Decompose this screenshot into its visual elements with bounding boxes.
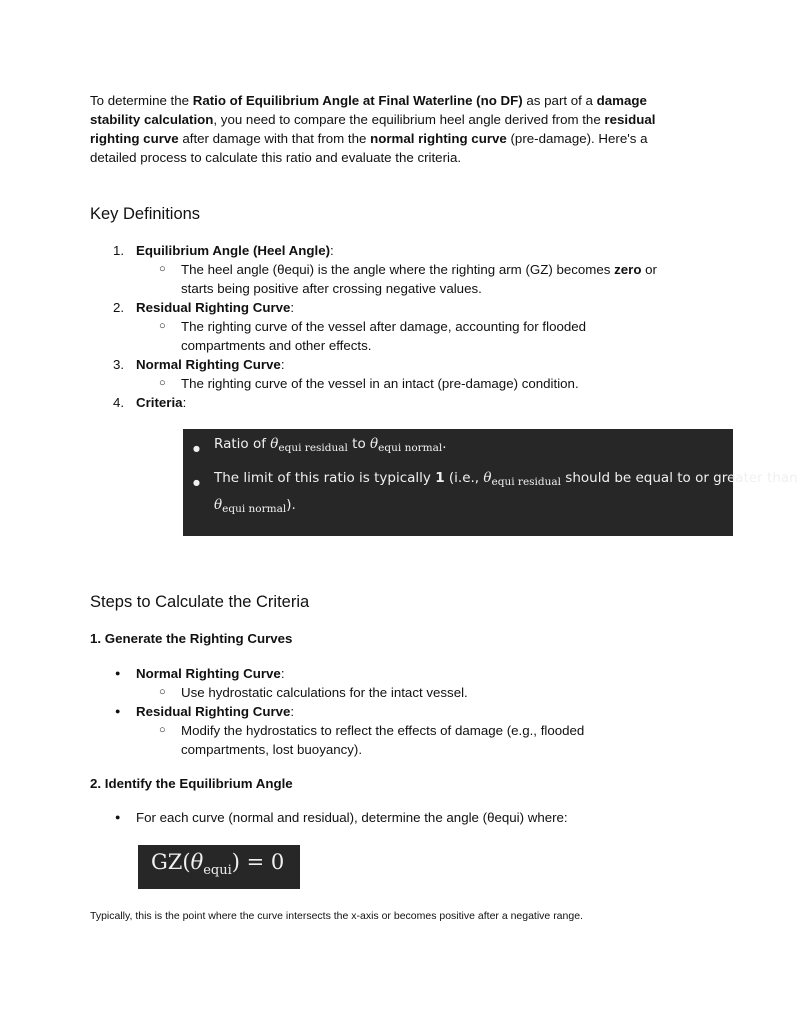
equilibrium-equation: $GZ(\theta_{equi}) = 0$ [151,850,285,878]
equation-note: Typically, this is the point where the curve intersects the x-axis or becomes positive after a negative range. [90,910,583,922]
equation-box [138,845,300,889]
definition-detail: ○ The heel angle (θequi) is the angle where the righting arm (GZ) becomes zero or starts being positive after crossing negative values. [181,260,691,298]
step2-item: ● For each curve (normal and residual), determine the angle (θequi) where: [136,808,736,827]
bullet-icon: ● [193,478,200,487]
step1-detail: ○ Use hydrostatic calculations for the intact vessel. [181,683,736,702]
definition-item: Residual Righting Curve: ○ The righting curve of the vessel after damage, accounting for flooded compartments and other effects. [136,298,736,355]
step2-heading: 2. Identify the Equilibrium Angle [90,776,293,791]
key-definitions-heading: Key Definitions [90,205,201,223]
step1-item: ● Normal Righting Curve: ○ Use hydrostatic calculations for the intact vessel. [136,664,736,702]
definition-detail: ○ The righting curve of the vessel after damage, accounting for flooded compartments and other effects. [181,317,621,355]
step1-heading: 1. Generate the Righting Curves [90,631,293,646]
step1-item: ● Residual Righting Curve: ○ Modify the hydrostatics to reflect the effects of damage (e.g., flooded compartments, lost buoyancy). [136,702,736,759]
definition-item: Normal Righting Curve: ○ The righting curve of the vessel in an intact (pre-damage) condition. [136,355,736,393]
definition-item: Equilibrium Angle (Heel Angle): ○ The heel angle (θequi) is the angle where the righting arm (GZ) becomes zero or starts being positive after crossing negative values. [136,241,736,298]
definition-item: Criteria: [136,395,187,410]
step1-list [90,664,736,759]
step2-list [90,808,736,827]
criteria-box [183,429,798,536]
definitions-list [90,241,736,412]
definition-detail: ○ The righting curve of the vessel in an intact (pre-damage) condition. [181,374,736,393]
intro-paragraph: To determine the Ratio of Equilibrium Angle at Final Waterline (no DF) as part of a damage stability calculation, you need to compare the equilibrium heel angle derived from the residual righting curve after damage with that from the normal righting curve (pre-damage). Here's a detailed process to calculate this ratio and evaluate the criteria. [90,93,656,165]
criteria-ratio-line: Ratio of $\theta_{equi residual}$ to $\theta_{equi normal}$. [214,436,447,454]
steps-heading: Steps to Calculate the Criteria [90,593,310,611]
bullet-icon: ● [193,444,200,453]
criteria-limit-line-continued: $\theta_{equi normal}$). [214,497,296,515]
step1-detail: ○ Modify the hydrostatics to reflect the effects of damage (e.g., flooded compartments, lost buoyancy). [181,721,621,759]
criteria-limit-line: The limit of this ratio is typically 1 (i.e., $\theta_{equi residual}$ should be equal to or greater than [214,470,798,488]
